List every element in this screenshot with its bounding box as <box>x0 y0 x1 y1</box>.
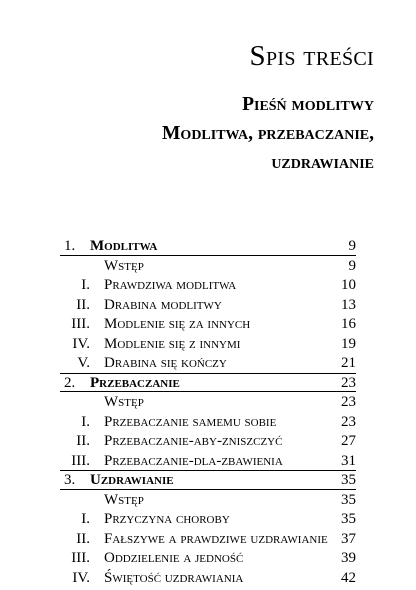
toc-row-section <box>0 314 416 334</box>
toc-page-number: 19 <box>341 335 356 352</box>
toc-number: II. <box>76 433 90 449</box>
toc-label: Przebaczanie samemu sobie <box>104 413 277 430</box>
toc-row-intro <box>0 256 416 276</box>
toc-number: I. <box>81 277 90 293</box>
book-title-line-1: Pieśń modlitwy <box>242 94 374 115</box>
toc-row-chapter <box>0 373 416 393</box>
toc-row-section <box>0 509 416 529</box>
toc-number: III. <box>71 550 90 566</box>
toc-row-section <box>0 353 416 373</box>
toc-page-number: 13 <box>341 296 356 313</box>
toc-row-chapter <box>0 236 416 256</box>
toc-label: Drabina modlitwy <box>104 296 222 313</box>
toc-page-number: 23 <box>341 413 356 430</box>
toc-page-number: 9 <box>348 238 356 254</box>
toc-number: 1. <box>64 238 76 254</box>
toc-label: Wstęp <box>104 491 144 508</box>
toc-page-number: 16 <box>341 316 356 332</box>
toc-label: Wstęp <box>104 257 144 274</box>
toc-page-number: 35 <box>341 511 356 527</box>
toc-row-section <box>0 334 416 354</box>
toc-page-number: 10 <box>341 277 356 293</box>
toc-row-section <box>0 275 416 295</box>
toc-label: Modlitwa <box>90 238 158 254</box>
toc-label: Świętość uzdrawiania <box>104 569 244 586</box>
toc-row-section <box>0 529 416 549</box>
toc-page-number: 23 <box>341 394 356 410</box>
page-title: Spis treści <box>249 40 374 72</box>
toc-label: Modlenie się za innych <box>104 316 251 332</box>
toc-page-number: 37 <box>341 530 356 547</box>
toc-number: I. <box>81 413 90 430</box>
toc-label: Uzdrawianie <box>90 472 174 488</box>
toc-number: II. <box>76 530 90 547</box>
toc-page-number: 35 <box>341 472 356 488</box>
toc-divider <box>60 373 356 374</box>
toc-label: Prawdziwa modlitwa <box>104 277 237 293</box>
toc-number: IV. <box>72 335 90 352</box>
toc-label: Drabina się kończy <box>104 355 227 371</box>
toc-row-intro <box>0 490 416 510</box>
toc-label: Wstęp <box>104 394 144 410</box>
toc-number: 2. <box>64 374 76 391</box>
toc-row-chapter <box>0 470 416 490</box>
toc-number: 3. <box>64 472 76 488</box>
toc-number: I. <box>81 511 90 527</box>
toc-row-section <box>0 295 416 315</box>
toc-row-section <box>0 412 416 432</box>
book-title-line-3: uzdrawianie <box>271 152 374 173</box>
toc-page-number: 35 <box>341 491 356 508</box>
toc-row-section <box>0 431 416 451</box>
toc-page-number: 27 <box>341 433 356 449</box>
toc-page-number: 21 <box>341 355 356 371</box>
toc-label: Przebaczanie <box>90 374 180 391</box>
toc-row-section <box>0 568 416 588</box>
toc-number: III. <box>71 452 90 469</box>
toc-number: IV. <box>72 569 90 586</box>
book-title-line-2: Modlitwa, przebaczanie, <box>162 123 374 144</box>
toc-page-number: 23 <box>341 374 356 391</box>
toc-row-section <box>0 451 416 471</box>
toc-number: II. <box>76 296 90 313</box>
toc-label: Modlenie się z innymi <box>104 335 241 352</box>
toc-label: Oddzielenie a jedność <box>104 550 244 566</box>
toc-number: V. <box>77 355 90 371</box>
toc-number: III. <box>71 316 90 332</box>
toc-page-number: 31 <box>341 452 356 469</box>
toc-label: Przebaczanie-dla-zbawienia <box>104 452 283 469</box>
toc-page-number: 9 <box>348 257 356 274</box>
toc-page-number: 39 <box>341 550 356 566</box>
toc-label: Fałszywe a prawdziwe uzdrawianie <box>104 530 328 547</box>
toc-divider <box>60 470 356 471</box>
toc-row-section <box>0 548 416 568</box>
toc-row-intro <box>0 392 416 412</box>
toc-label: Przebaczanie-aby-zniszczyć <box>104 433 283 449</box>
toc-page-number: 42 <box>341 569 356 586</box>
toc-label: Przyczyna choroby <box>104 511 230 527</box>
book-title <box>162 90 374 177</box>
